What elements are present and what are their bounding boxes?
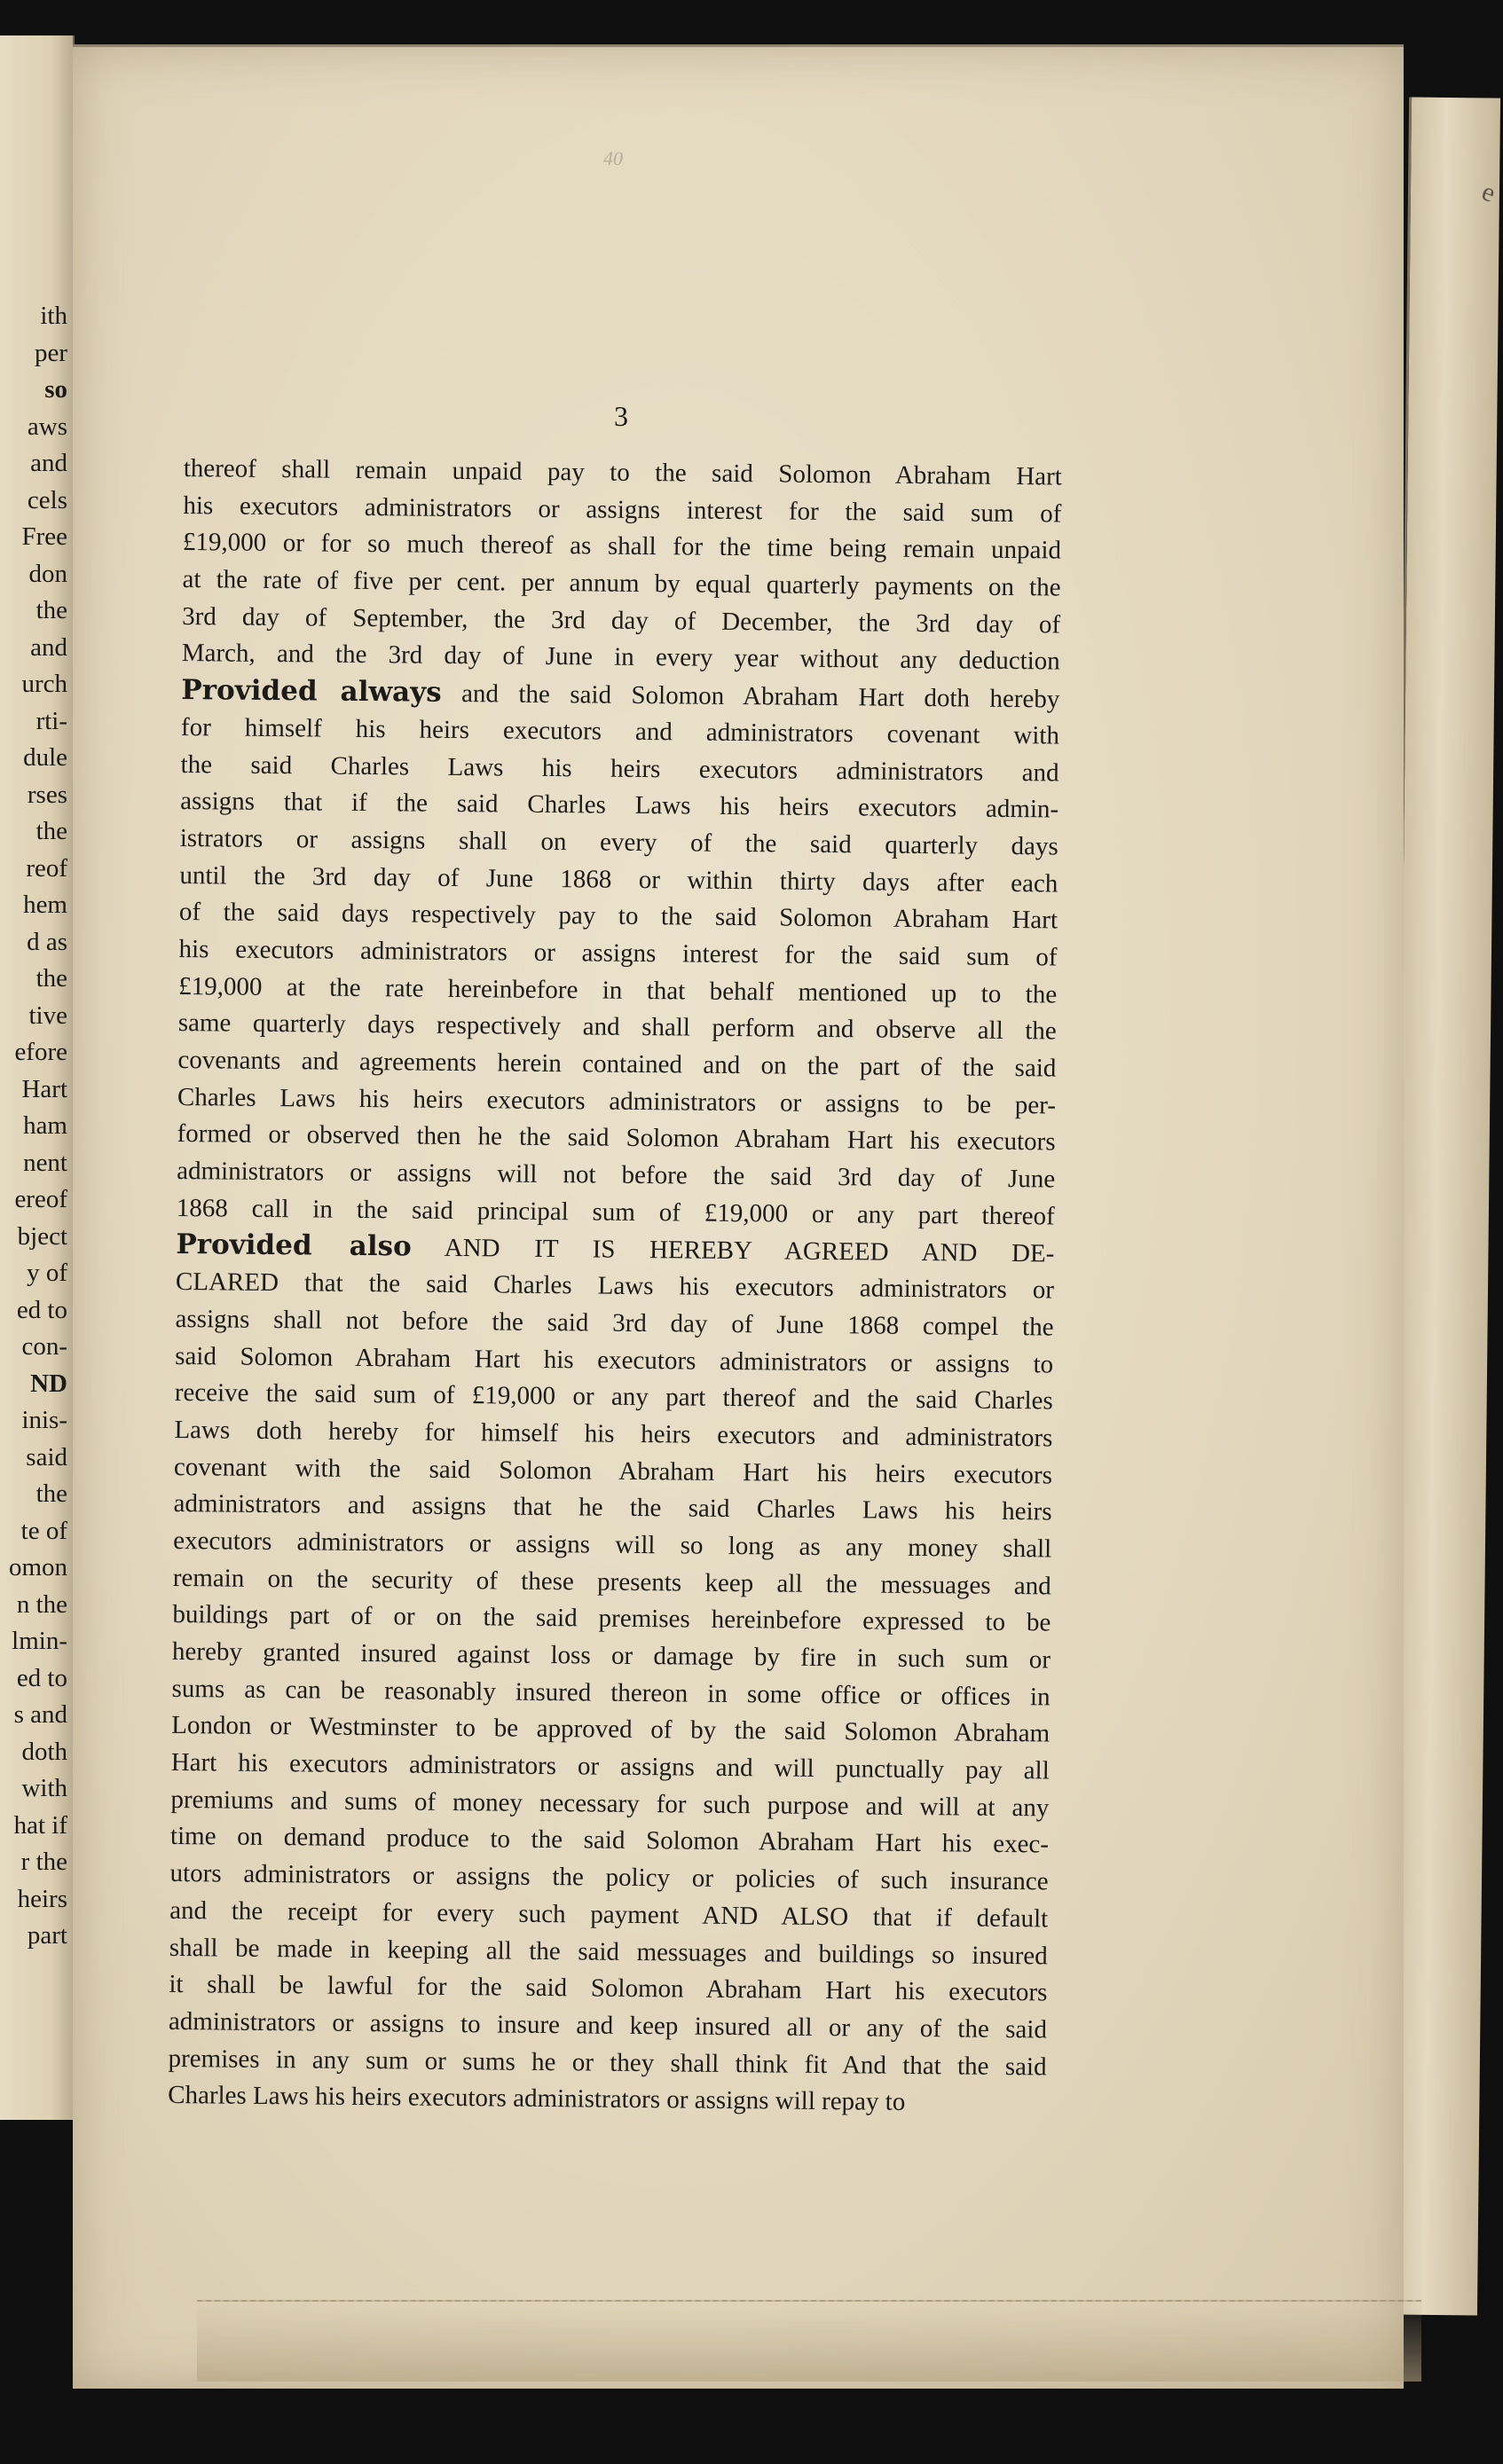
- blackletter-heading: Provided also: [176, 1228, 412, 1263]
- line-text: buildings part of or on the said premises hereinbefore expressed to be: [172, 1600, 1051, 1637]
- line-text: Charles Laws his heirs executors administrators or assigns to be per-: [177, 1082, 1057, 1120]
- margin-fragment: ed to: [16, 1295, 67, 1324]
- margin-fragment: the: [35, 596, 67, 624]
- margin-fragment: cels: [27, 485, 67, 514]
- margin-fragment: inis-: [21, 1406, 67, 1434]
- line-text: the said Charles Laws his heirs executors administrators and: [180, 749, 1059, 787]
- margin-fragment: per: [34, 338, 67, 367]
- margin-fragment: don: [28, 559, 67, 588]
- margin-fragment: Free: [21, 522, 67, 551]
- margin-fragment: heirs: [17, 1884, 67, 1913]
- margin-fragment: tive: [28, 1001, 67, 1030]
- line-text: at the rate of five per cent. per annum by equal quarterly payments on the: [182, 565, 1061, 602]
- document-page: [73, 44, 1404, 2389]
- margin-fragment: ham: [23, 1111, 67, 1140]
- margin-fragment: n the: [16, 1589, 67, 1619]
- margin-fragment: d as: [27, 927, 67, 956]
- margin-fragment: part: [27, 1921, 67, 1950]
- line-text: assigns shall not before the said 3rd day of June 1868 compel the: [175, 1304, 1054, 1342]
- line-text: until the 3rd day of June 1868 or within thirty days after each: [179, 860, 1058, 898]
- margin-fragment: with: [21, 1774, 67, 1802]
- margin-fragment: Hart: [21, 1074, 67, 1103]
- line-text: CLARED that the said Charles Laws his executors administrators or: [175, 1267, 1055, 1305]
- line-text: said Solomon Abraham Hart his executors administrators or assigns to: [175, 1341, 1054, 1378]
- line-text: Hart his executors administrators or assigns and will punctually pay all: [170, 1747, 1050, 1785]
- margin-fragment: hem: [23, 891, 67, 919]
- line-text: covenants and agreements herein contained and on the part of the said: [177, 1045, 1057, 1083]
- page-wear: [197, 2300, 1421, 2382]
- margin-fragment: so: [44, 375, 67, 404]
- line-text: time on demand produce to the said Solomon Abraham Hart his exec-: [169, 1822, 1050, 1859]
- deed-body-text: [168, 451, 1062, 2123]
- line-text: AND IT IS HEREBY AGREED AND DE-: [411, 1233, 1055, 1268]
- line-text: receive the said sum of £19,000 or any part thereof and the said Charles: [174, 1378, 1053, 1416]
- margin-fragment: and: [30, 449, 67, 477]
- pencil-annotation: 40: [603, 147, 623, 169]
- margin-fragment: omon: [8, 1553, 67, 1581]
- blackletter-heading: Provided always: [181, 674, 442, 709]
- margin-fragment: y of: [27, 1259, 67, 1287]
- line-text: March, and the 3rd day of June in every year without any deduction: [181, 639, 1060, 676]
- edge-mark: e: [1477, 177, 1499, 208]
- line-text: remain on the security of these presents keep all the messuages and: [172, 1563, 1051, 1601]
- line-text: London or Westminster to be approved of by the said Solomon Abraham: [171, 1711, 1051, 1748]
- margin-fragment: efore: [14, 1038, 67, 1066]
- line-text: £19,000 at the rate hereinbefore in that behalf mentioned up to the: [178, 971, 1058, 1009]
- line-text: istrators or assigns shall on every of the said quarterly days: [179, 823, 1058, 861]
- line-text: administrators or assigns to insure and keep insured all or any of the said: [168, 2006, 1048, 2044]
- margin-fragment: hat if: [13, 1810, 67, 1840]
- line-text: it shall be lawful for the said Solomon Abraham Hart his executors: [169, 1970, 1048, 2007]
- margin-fragment: the: [35, 817, 67, 845]
- margin-fragment: rti-: [35, 706, 67, 735]
- line-text: thereof shall remain unpaid pay to the said Solomon Abraham Hart: [183, 453, 1062, 491]
- margin-fragment: said: [26, 1442, 67, 1471]
- line-text: administrators and assigns that he the said Charles Laws his heirs: [173, 1489, 1052, 1526]
- margin-fragment: lmin-: [12, 1627, 67, 1655]
- margin-fragment: the: [35, 964, 67, 993]
- line-text: Laws doth hereby for himself his heirs executors and administrators: [174, 1415, 1053, 1453]
- line-text: covenant with the said Solomon Abraham Hart his heirs executors: [173, 1452, 1053, 1490]
- line-text: shall be made in keeping all the said messuages and buildings so insured: [169, 1933, 1048, 1970]
- line-text: his executors administrators or assigns interest for the said sum of: [178, 934, 1058, 972]
- line-text: same quarterly days respectively and shall perform and observe all the: [177, 1008, 1057, 1046]
- line-text: sums as can be reasonably insured thereon in some office or offices in: [171, 1674, 1051, 1712]
- line-text: Charles Laws his heirs executors administrators or assigns will repay to: [168, 2081, 906, 2117]
- margin-fragment: ND: [30, 1369, 67, 1398]
- line-text: 3rd day of September, the 3rd day of December, the 3rd day of: [182, 601, 1061, 640]
- line-text: administrators or assigns will not before the said 3rd day of June: [177, 1157, 1056, 1194]
- line-text: premises in any sum or sums he or they shall think fit And that the said: [168, 2044, 1047, 2081]
- margin-fragment: reof: [26, 853, 67, 883]
- margin-fragment: bject: [17, 1221, 67, 1251]
- margin-fragment: ed to: [16, 1663, 67, 1692]
- margin-fragment: ereof: [14, 1185, 67, 1213]
- margin-fragment: dule: [23, 743, 67, 772]
- margin-fragment: s and: [13, 1700, 67, 1729]
- margin-fragment: and: [30, 632, 67, 662]
- margin-fragment: aws: [27, 412, 67, 441]
- line-text: and the receipt for every such payment AND ALSO that if default: [169, 1895, 1049, 1934]
- margin-fragment: ith: [40, 302, 67, 330]
- margin-fragment: rses: [27, 780, 67, 809]
- margin-fragment: r the: [20, 1848, 67, 1876]
- margin-fragment: the: [35, 1479, 67, 1508]
- line-text: assigns that if the said Charles Laws his heirs executors admin-: [180, 787, 1059, 824]
- margin-fragment: nent: [23, 1148, 67, 1177]
- margin-fragment: con-: [21, 1332, 67, 1361]
- margin-fragment: doth: [21, 1737, 67, 1766]
- line-text: hereby granted insured against loss or damage by fire in such sum or: [171, 1636, 1051, 1675]
- line-text: of the said days respectively pay to the said Solomon Abraham Hart: [178, 898, 1058, 935]
- line-text: formed or observed then he the said Solomon Abraham Hart his executors: [177, 1119, 1056, 1157]
- line-text: 1868 call in the said principal sum of £19,000 or any part thereof: [176, 1193, 1055, 1231]
- margin-fragment: te of: [20, 1516, 67, 1545]
- line-text: utors administrators or assigns the policy or policies of such insurance: [169, 1859, 1049, 1896]
- facing-page-fragment: [0, 35, 75, 2120]
- line-text: premiums and sums of money necessary for such purpose and will at any: [170, 1785, 1050, 1823]
- line-text: £19,000 or for so much thereof as shall for the time being remain unpaid: [182, 528, 1062, 565]
- line-text: and the said Solomon Abraham Hart doth hereby: [441, 679, 1060, 714]
- margin-fragment: urch: [21, 670, 67, 698]
- line-text: executors administrators or assigns will so long as any money shall: [173, 1526, 1052, 1564]
- page-number: 3: [614, 400, 628, 432]
- line-text: his executors administrators or assigns interest for the said sum of: [183, 490, 1062, 529]
- line-text: for himself his heirs executors and administrators covenant with: [180, 712, 1060, 750]
